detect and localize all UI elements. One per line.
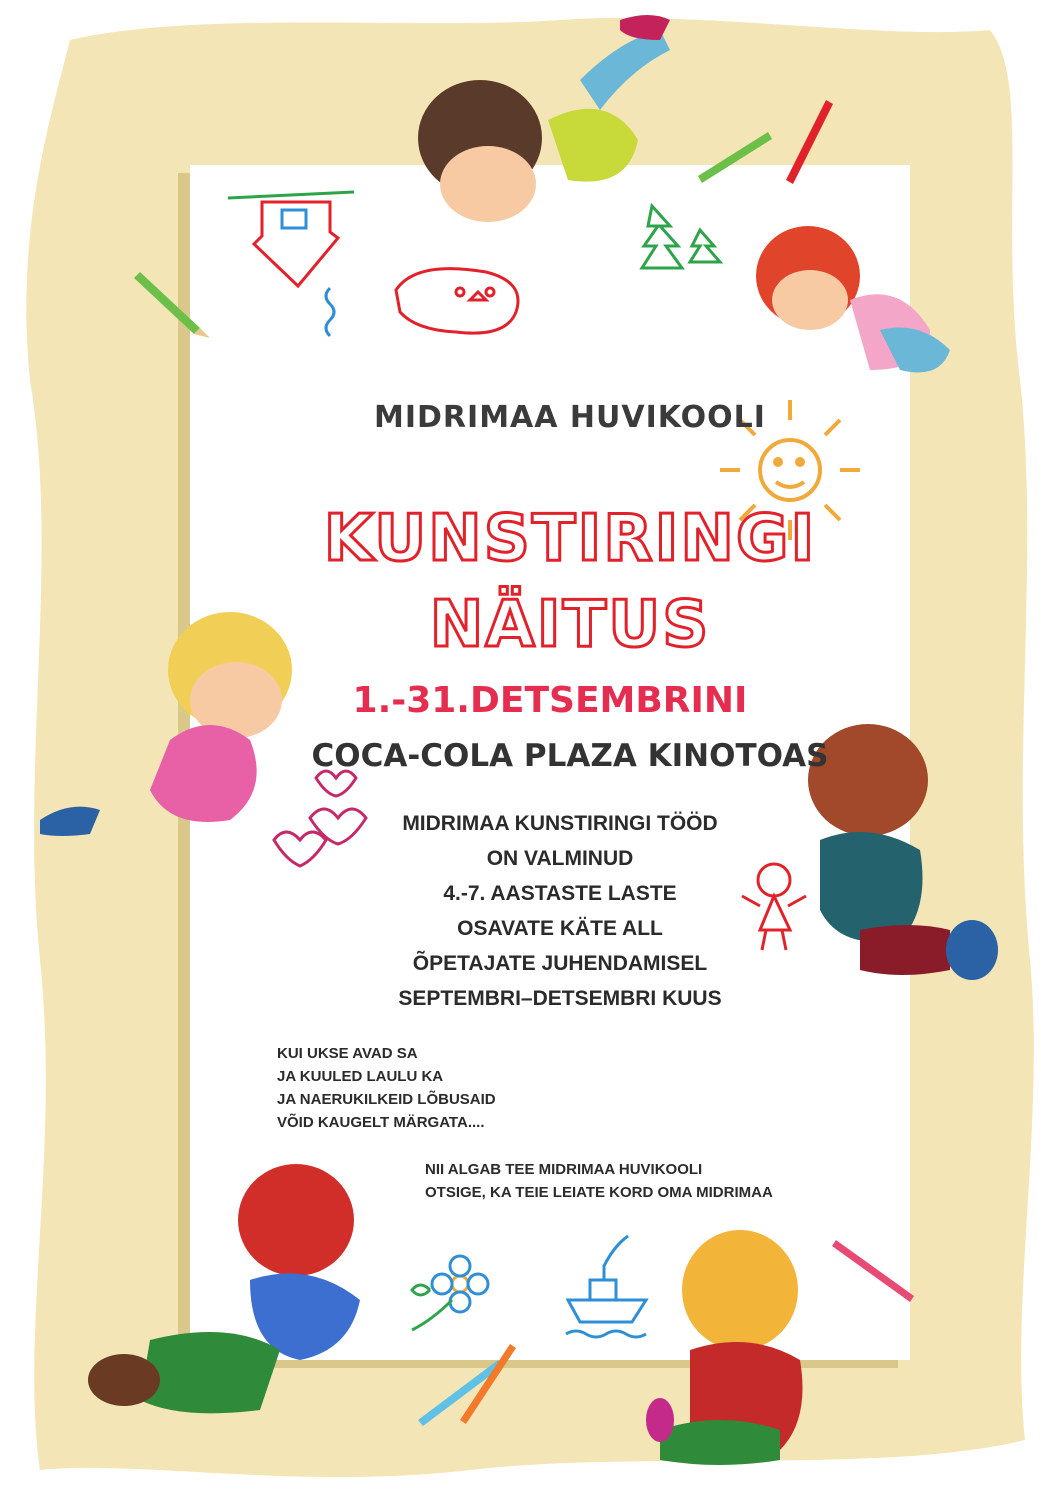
pencil-blue-icon [418,1360,503,1426]
description-line: ÕPETAJATE JUHENDAMISEL [412,952,708,975]
pencil-red-icon [786,100,833,184]
flower-doodle-icon [412,1256,488,1330]
child-bottom-right-girl-icon [646,1230,803,1465]
exhibition-title-line2: NÄITUS [429,588,711,662]
description-line: OSAVATE KÄTE ALL [457,917,663,940]
poem-line: JA NAERUKILKEID LÕBUSAID [277,1091,496,1108]
house-doodle-icon [228,192,354,336]
exhibition-venue: COCA-COLA PLAZA KINOTOAS [311,738,829,774]
description-line: ON VALMINUD [486,847,634,870]
pencil-green-icon [698,132,772,183]
description-line: 4.-7. AASTASTE LASTE [443,882,677,905]
closing-line: OTSIGE, KA TEIE LEIATE KORD OMA MIDRIMAA [425,1184,773,1201]
child-top-lying-icon [418,15,670,222]
trees-doodle-icon [642,206,720,268]
pencil-green-icon [134,272,210,338]
closing-line: NII ALGAB TEE MIDRIMAA HUVIKOOLI [425,1161,703,1178]
child-bottom-left-boy-icon [88,1164,360,1413]
pencil-pink-icon [832,1240,914,1302]
description-line: MIDRIMAA KUNSTIRINGI TÖÖD [402,812,718,835]
child-top-right-girl-icon [756,226,950,373]
poem-block [277,1042,496,1134]
child-right-boy-icon [808,724,998,980]
closing-block [425,1158,773,1204]
cat-doodle-icon [396,269,518,334]
poem-line: JA KUULED LAULU KA [277,1068,444,1085]
school-name: MIDRIMAA HUVIKOOLI [374,400,766,435]
poem-line: KUI UKSE AVAD SA [277,1045,418,1062]
exhibition-title-line1: KUNSTIRINGI [323,502,817,576]
ship-doodle-icon [566,1236,646,1337]
exhibition-dates: 1.-31.DETSEMBRINI [352,680,748,721]
exhibition-description [330,806,790,1016]
child-left-girl-icon [40,612,292,836]
poem-line: VÕID KAUGELT MÄRGATA.... [277,1114,485,1131]
description-line: SEPTEMBRI–DETSEMBRI KUUS [398,987,722,1010]
